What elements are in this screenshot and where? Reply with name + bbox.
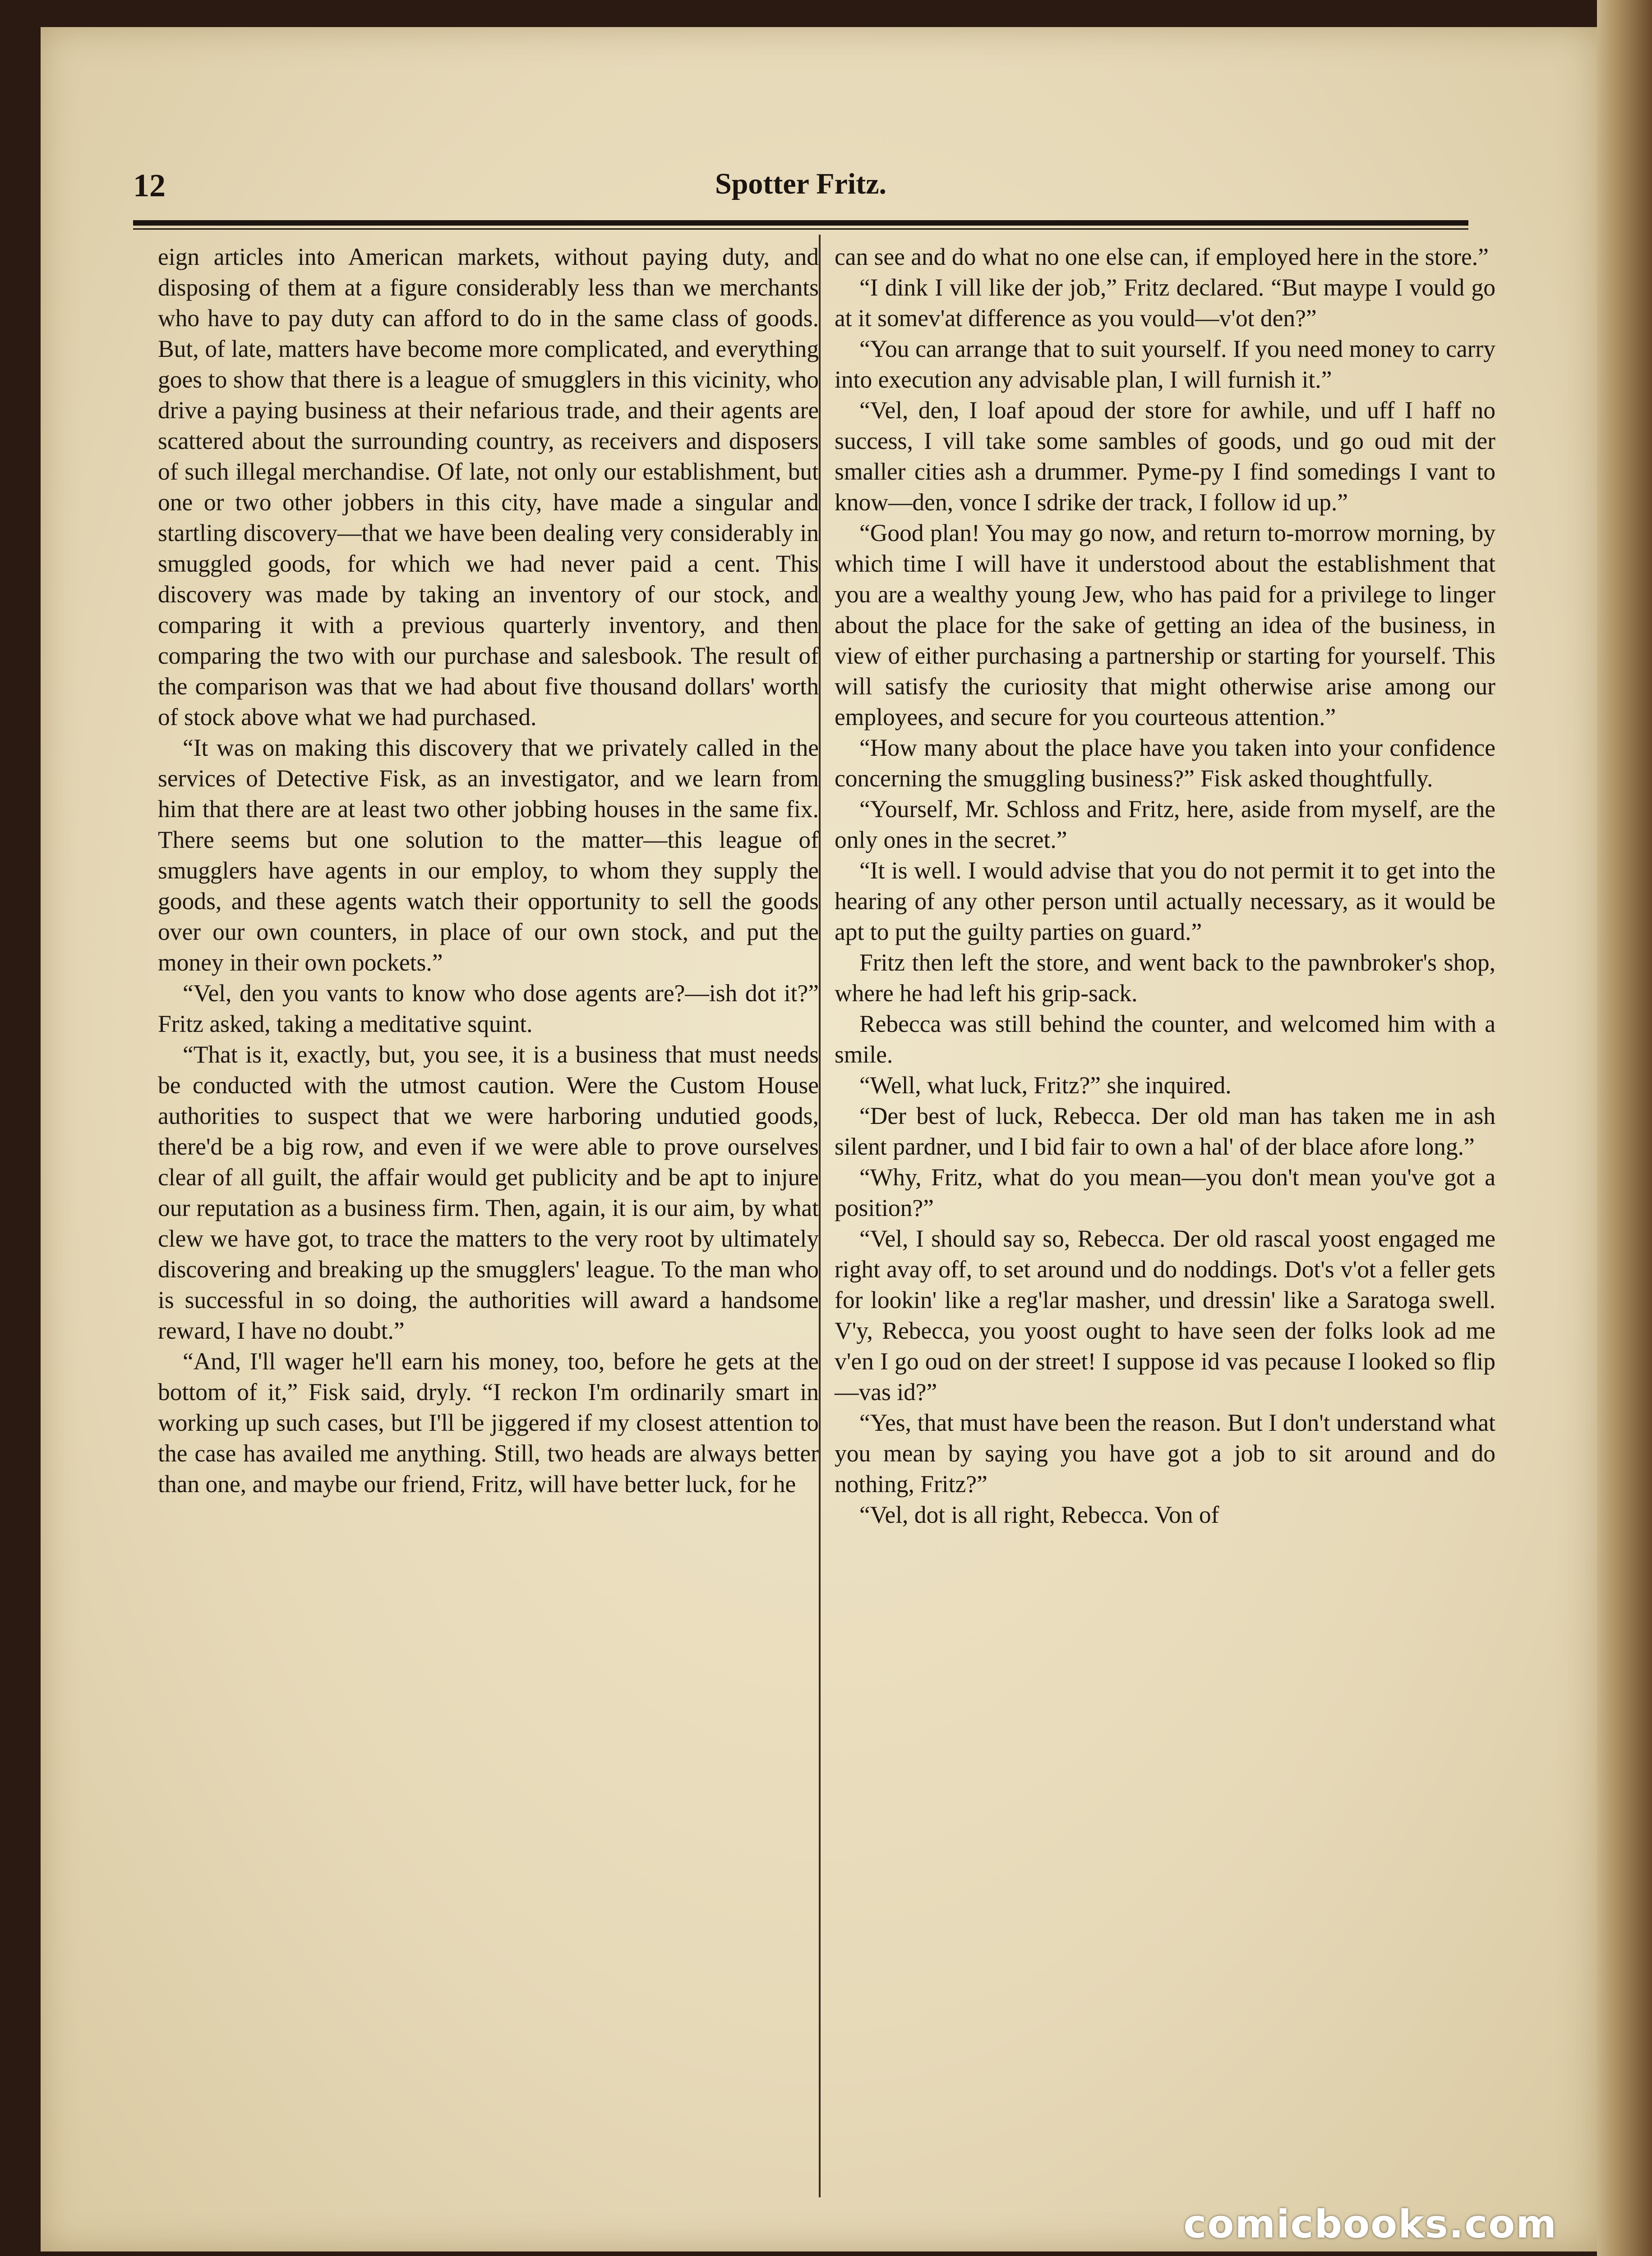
- header-rule-thin: [133, 228, 1468, 230]
- paragraph: “Vel, den you vants to know who dose agents are?—ish dot it?” Fritz asked, taking a meditative squint.: [158, 980, 819, 1037]
- left-column: [158, 241, 819, 1499]
- paragraph: “Well, what luck, Fritz?” she inquired.: [859, 1072, 1232, 1099]
- paragraph: “Der best of luck, Rebecca. Der old man has taken me in ash silent pardner, und I bid fair to own a hal' of der blace afore long.”: [835, 1102, 1495, 1160]
- paragraph: “Yes, that must have been the reason. But I don't understand what you mean by saying you have got a job to sit around and do nothing, Fritz?”: [835, 1409, 1495, 1498]
- running-title: Spotter Fritz.: [715, 167, 886, 200]
- paragraph: “Vel, den, I loaf apoud der store for awhile, und uff I haff no success, I vill take some sambles of goods, und go oud mit der smaller cities ash a drummer. Pyme-py I find somedings I vant to know—den, vonce I sdrike der track, I follow id up.”: [835, 397, 1495, 516]
- paragraph: “I dink I vill like der job,” Fritz declared. “But maype I vould go at it somev'at difference as you vould—v'ot den?”: [835, 274, 1495, 332]
- column-divider: [819, 235, 821, 2197]
- paragraph: “Vel, I should say so, Rebecca. Der old rascal yoost engaged me right avay off, to set around und do noddings. Dot's v'ot a feller gets for lookin' like a reg'lar masher, und dressin' like a Saratoga swell. V'y, Rebecca, you yoost ought to have seen der folks look ad me v'en I go oud on der street! I suppose id vas pecause I looked so flip—vas id?”: [835, 1225, 1495, 1405]
- paragraph: “It is well. I would advise that you do not permit it to get into the hearing of any other person until actually necessary, as it would be apt to put the guilty parties on guard.”: [835, 857, 1495, 945]
- paragraph: “It was on making this discovery that we privately called in the services of Detective Fisk, as an investigator, and we learn from him that there are at least two other jobbing houses in the same fix. There seems but one solution to the matter—this league of smugglers have agents in our employ, to whom they supply the goods, and these agents watch their opportunity to sell the goods over our own counters, in place of our own stock, and put the money in their own pockets.”: [158, 734, 819, 976]
- page-number: 12: [133, 167, 166, 203]
- paragraph: can see and do what no one else can, if employed here in the store.”: [835, 243, 1489, 270]
- paragraph: “Why, Fritz, what do you mean—you don't mean you've got a position?”: [835, 1164, 1495, 1221]
- paragraph: “Good plan! You may go now, and return to-morrow morning, by which time I will have it understood about the establishment that you are a wealthy young Jew, who has paid for a privilege to linger about the place for the sake of getting an idea of the business, in view of either purchasing a partnership or starting for yourself. This will satisfy the curiosity that might otherwise arise among our employees, and secure for you courteous attention.”: [835, 519, 1495, 730]
- header-rule: [133, 220, 1468, 226]
- watermark-logo: comicbooks.com: [1183, 2202, 1557, 2247]
- paragraph: “And, I'll wager he'll earn his money, too, before he gets at the bottom of it,” Fisk said, dryly. “I reckon I'm ordinarily smart in working up such cases, but I'll be jiggered if my closest attention to the case has availed me anything. Still, two heads are always better than one, and maybe our friend, Fritz, will have better luck, for he: [158, 1348, 819, 1498]
- paragraph: Rebecca was still behind the counter, and welcomed him with a smile.: [835, 1010, 1495, 1068]
- paragraph: Fritz then left the store, and went back to the pawnbroker's shop, where he had left his grip-sack.: [835, 949, 1495, 1007]
- paragraph: “Vel, dot is all right, Rebecca. Von of: [859, 1501, 1219, 1528]
- paragraph: “Yourself, Mr. Schloss and Fritz, here, aside from myself, are the only ones in the secret.”: [835, 795, 1495, 853]
- page-header: [133, 167, 1468, 208]
- page-spine-edge: [1597, 0, 1652, 2256]
- paragraph: “You can arrange that to suit yourself. If you need money to carry into execution any advisable plan, I will furnish it.”: [835, 335, 1495, 393]
- paragraph: “How many about the place have you taken into your confidence concerning the smuggling business?” Fisk asked thoughtfully.: [835, 734, 1495, 792]
- paragraph: eign articles into American markets, without paying duty, and disposing of them at a figure considerably less than we merchants who have to pay duty can afford to do in the same class of goods. But, of late, matters have become more complicated, and everything goes to show that there is a league of smugglers in this vicinity, who drive a paying business at their nefarious trade, and their agents are scattered about the surrounding country, as receivers and disposers of such illegal merchandise. Of late, not only our establishment, but one or two other jobbers in this city, have made a singular and startling discovery—that we have been dealing very considerably in smuggled goods, for which we had never paid a cent. This discovery was made by taking an inventory of our stock, and comparing it with a previous quarterly inventory, and then comparing the two with our purchase and salesbook. The result of the comparison was that we had about five thousand dollars' worth of stock above what we had purchased.: [158, 243, 819, 730]
- right-column: [835, 241, 1495, 1530]
- paragraph: “That is it, exactly, but, you see, it is a business that must needs be conducted with the utmost caution. Were the Custom House authorities to suspect that we were harboring undutied goods, there'd be a big row, and even if we were able to prove ourselves clear of all guilt, the affair would get publicity and be apt to injure our reputation as a business firm. Then, again, it is our aim, by what clew we have got, to trace the matters to the very root by ultimately discovering and breaking up the smugglers' league. To the man who is successful in so doing, the authorities will award a handsome reward, I have no doubt.”: [158, 1041, 819, 1344]
